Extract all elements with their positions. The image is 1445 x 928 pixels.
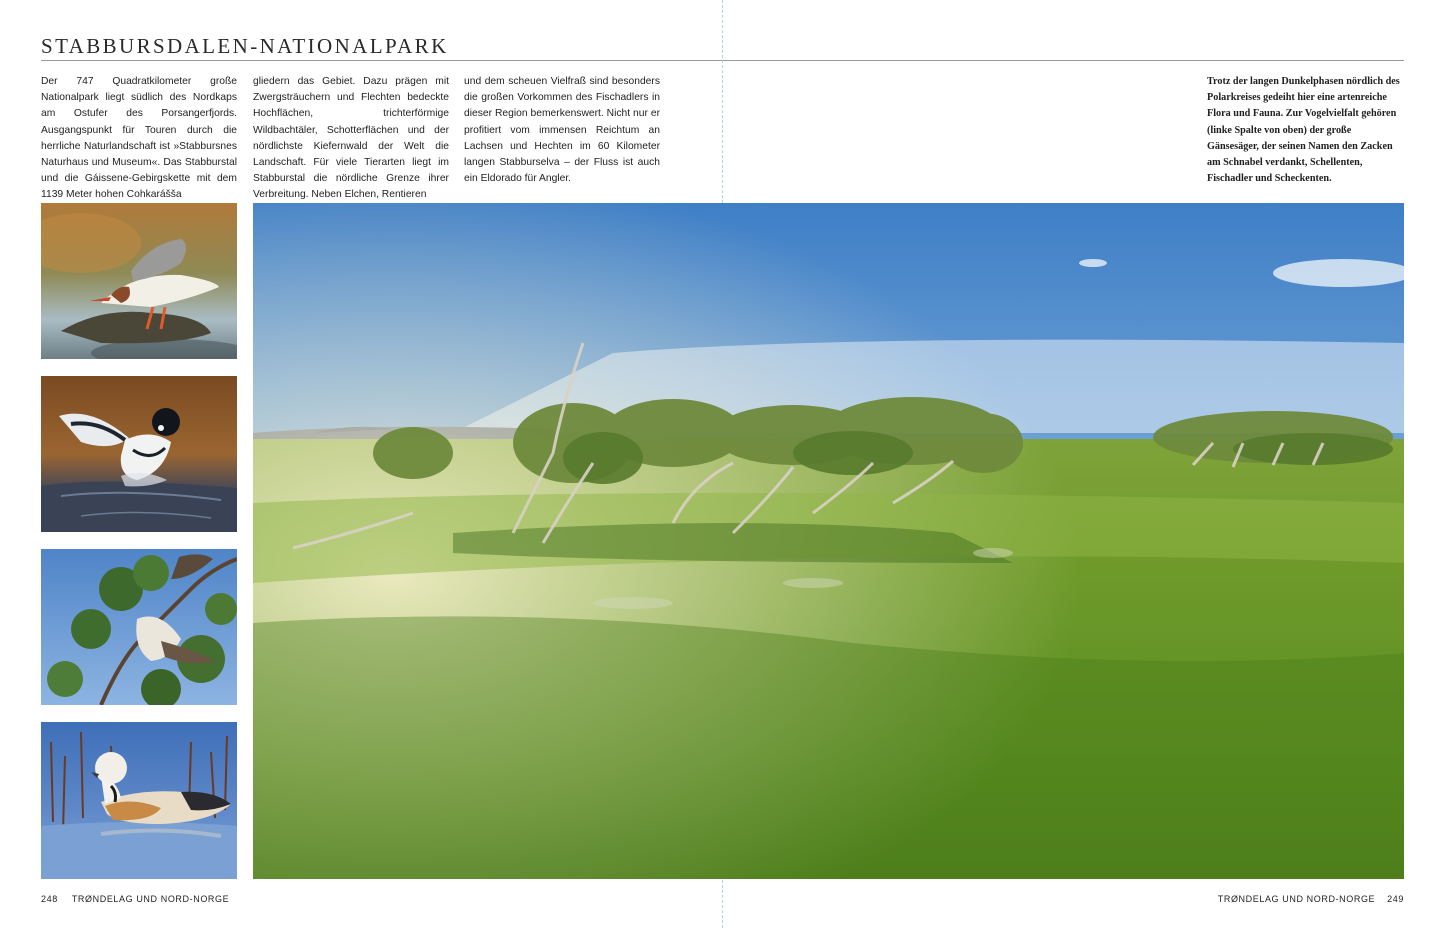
photo-goldeneye xyxy=(41,376,237,532)
body-text-column-1: Der 747 Quadratkilometer große Nationalpark liegt südlich des Nordkaps am Ostufer des Porsangerfjords. Ausgangspunkt für Touren durch die herrliche Naturlandschaft ist »Stabbursnes Naturhaus und Museum«. Das Stabburstal und die Gáissene-Gebirgskette mit dem 1139 Meter hohen Cohkarášša xyxy=(41,76,237,201)
running-head-right: TRØNDELAG UND NORD-NORGE xyxy=(1217,894,1376,904)
footer-left xyxy=(41,894,229,904)
photo-goosander xyxy=(41,203,237,359)
page-number-left: 248 xyxy=(41,894,58,904)
body-text-column-2: gliedern das Gebiet. Dazu prägen mit Zwergsträuchern und Flechten bedeckte Hochflächen, trichterförmige Wildbachtäler, Schotterflächen und der nördlichste Kiefernwald der Welt die Landschaft. Für viele Tierarten liegt im Stabburstal die nördliche Grenze ihrer Verbreitung. Neben Elchen, Rentieren xyxy=(253,76,449,201)
photo-caption: Trotz der langen Dunkelphasen nördlich des Polarkreises gedeiht hier eine artenreiche Flora und Fauna. Zur Vogelvielfalt gehören (linke Spalte von oben) der große Gänsesäger, der seinen Namen den Zacken am Schnabel verdankt, Schellenten, Fischadler und Scheckenten. xyxy=(1207,76,1400,185)
footer-right xyxy=(1218,894,1404,904)
photo-stellers-eider xyxy=(41,722,237,879)
running-head-left: TRØNDELAG UND NORD-NORGE xyxy=(71,894,230,904)
photo-tundra-landscape xyxy=(253,203,1404,879)
photo-osprey xyxy=(41,549,237,705)
page-number-right: 249 xyxy=(1387,894,1404,904)
chapter-title: STABBURSDALEN-NATIONALPARK xyxy=(41,34,449,58)
body-text-column-3: und dem scheuen Vielfraß sind besonders die großen Vorkommen des Fischadlers in dieser Region bemerkenswert. Nicht nur er profitiert vom immensen Reichtum an Lachsen und Hechten im 60 Kilometer langen Stabburselva – der Fluss ist auch ein Eldorado für Angler. xyxy=(464,76,660,185)
